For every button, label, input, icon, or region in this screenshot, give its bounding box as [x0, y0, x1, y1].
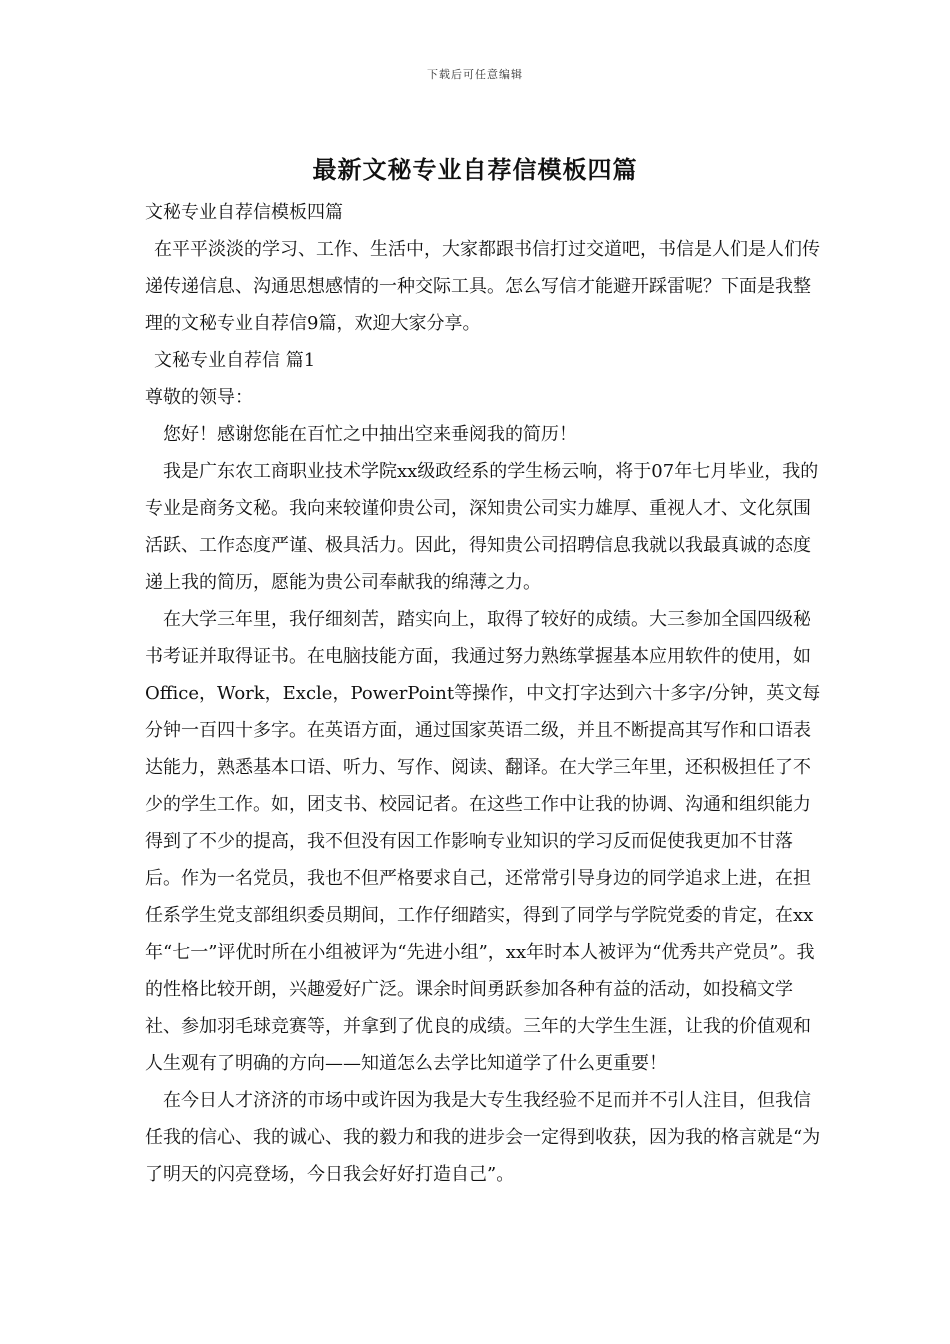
- document-body: [145, 194, 825, 1193]
- subtitle-paragraph: 文秘专业自荐信模板四篇: [145, 202, 343, 223]
- body-paragraph: 我是广东农工商职业技术学院xx级政经系的学生杨云响，将于07年七月毕业，我的专业是商务文秘。我向来较谨仰贵公司，深知贵公司实力雄厚、重视人才、文化氛围活跃、工作态度严谨、极具活力。因此，得知贵公司招聘信息我就以我最真诚的态度递上我的简历，愿能为贵公司奉献我的绵薄之力。: [145, 461, 819, 593]
- body-paragraph: 在今日人才济济的市场中或许因为我是大专生我经验不足而并不引人注目，但我信任我的信心、我的诚心、我的毅力和我的进步会一定得到收获，因为我的格言就是“为了明天的闪亮登场，今日我会好好打造自己”。: [145, 1090, 821, 1185]
- greeting-paragraph: 您好！感谢您能在百忙之中抽出空来垂阅我的简历！: [163, 424, 577, 445]
- section-heading: 文秘专业自荐信 篇1: [154, 350, 316, 371]
- salutation: 尊敬的领导：: [145, 387, 253, 408]
- header-note: 下载后可任意编辑: [427, 68, 523, 81]
- intro-paragraph: 在平平淡淡的学习、工作、生活中，大家都跟书信打过交道吧，书信是人们是人们传递传递信息、沟通思想感情的一种交际工具。怎么写信才能避开踩雷呢？下面是我整理的文秘专业自荐信9篇，欢迎大家分享。: [145, 239, 820, 334]
- document-title: 最新文秘专业自荐信模板四篇: [312, 155, 638, 184]
- body-paragraph: 在大学三年里，我仔细刻苦，踏实向上，取得了较好的成绩。大三参加全国四级秘书考证并取得证书。在电脑技能方面，我通过努力熟练掌握基本应用软件的使用，如Office，Work，Excle，PowerPoint等操作，中文打字达到六十多字/分钟，英文每分钟一百四十多字。在英语方面，通过国家英语二级，并且不断提高其写作和口语表达能力，熟悉基本口语、听力、写作、阅读、翻译。在大学三年里，还积极担任了不少的学生工作。如，团支书、校园记者。在这些工作中让我的协调、沟通和组织能力得到了不少的提高，我不但没有因工作影响专业知识的学习反而促使我更加不甘落后。作为一名党员，我也不但严格要求自己，还常常引导身边的同学追求上进，在担任系学生党支部组织委员期间，工作仔细踏实，得到了同学与学院党委的肯定，在xx年“七一”评优时所在小组被评为“先进小组”，xx年时本人被评为“优秀共产党员”。我的性格比较开朗，兴趣爱好广泛。课余时间勇跃参加各种有益的活动，如投稿文学社、参加羽毛球竞赛等，并拿到了优良的成绩。三年的大学生生涯，让我的价值观和人生观有了明确的方向——知道怎么去学比知道学了什么更重要！: [145, 609, 821, 1074]
